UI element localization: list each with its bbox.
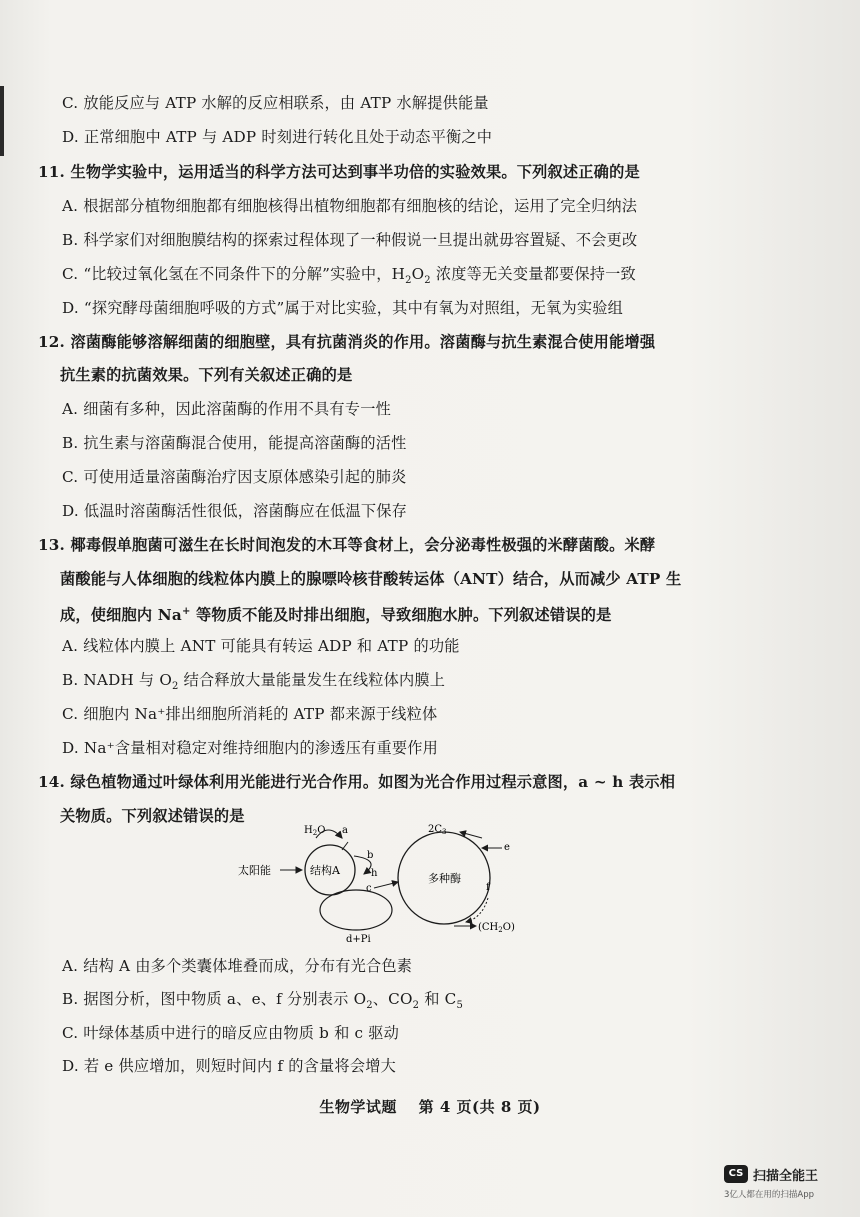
photosynthesis-diagram xyxy=(232,818,532,943)
label-2c3: $2C_3$ xyxy=(428,824,447,836)
q12-option-b: B. 抗生素与溶菌酶混合使用，能提高溶菌酶的活性 xyxy=(62,434,407,452)
q11-stem: 11. 生物学实验中，运用适当的科学方法可达到事半功倍的实验效果。下列叙述正确的是 xyxy=(38,163,640,181)
label-ch2o: $(CH_2O)$ xyxy=(478,922,515,934)
enzymes-label: 多种酶 xyxy=(428,872,461,885)
q13-option-d: D. Na⁺含量相对稳定对维持细胞内的渗透压有重要作用 xyxy=(62,739,438,757)
q11-option-c: C. “比较过氧化氢在不同条件下的分解”实验中，$H_2O_2$ 浓度等无关变量都要保持一致 xyxy=(62,265,636,287)
q13-stem-cont2: 成，使细胞内 Na+ 等物质不能及时排出细胞，导致细胞水肿。下列叙述错误的是 xyxy=(60,606,612,625)
footer-page-number: 第 4 页(共 8 页) xyxy=(418,1098,541,1116)
q14-stem: 14. 绿色植物通过叶绿体利用光能进行光合作用。如图为光合作用过程示意图，a ~ h 表示相 xyxy=(38,773,676,791)
q14-stem-cont: 关物质。下列叙述错误的是 xyxy=(60,807,245,825)
q11-option-d: D. “探究酵母菌细胞呼吸的方式”属于对比实验，其中有氧为对照组，无氧为实验组 xyxy=(62,299,623,317)
q14-option-a: A. 结构 A 由多个类囊体堆叠而成，分布有光合色素 xyxy=(62,957,413,975)
structure-a-label: 结构A xyxy=(310,864,340,877)
adp-cycle-ellipse xyxy=(320,890,392,930)
arrow-c-to-enzymes xyxy=(374,882,398,888)
page-footer xyxy=(0,1096,860,1117)
arrow-a-to-struct xyxy=(342,842,348,850)
q13-option-a: A. 线粒体内膜上 ANT 可能具有转运 ADP 和 ATP 的功能 xyxy=(62,637,460,655)
q13-option-c: C. 细胞内 Na⁺排出细胞所消耗的 ATP 都来源于线粒体 xyxy=(62,705,438,723)
cs-logo-icon: CS xyxy=(724,1165,748,1183)
label-c: c xyxy=(366,883,372,894)
label-h: h xyxy=(371,868,378,879)
q10-option-d: D. 正常细胞中 ATP 与 ADP 时刻进行转化且处于动态平衡之中 xyxy=(62,128,493,146)
q12-stem: 12. 溶菌酶能够溶解细菌的细胞壁，具有抗菌消炎的作用。溶菌酶与抗生素混合使用能增强 xyxy=(38,333,656,351)
scanner-watermark xyxy=(724,1163,846,1203)
label-dpi: d+Pi xyxy=(346,934,371,943)
q11-option-b: B. 科学家们对细胞膜结构的探索过程体现了一种假说一旦提出就毋容置疑、不会更改 xyxy=(62,231,638,249)
scan-edge-mark xyxy=(0,86,4,156)
q14-option-b: B. 据图分析，图中物质 a、e、f 分别表示 $O_2$、$CO_2$ 和 $C_5$ xyxy=(62,990,464,1012)
q11-option-a: A. 根据部分植物细胞都有细胞核得出植物细胞都有细胞核的结论，运用了完全归纳法 xyxy=(62,197,638,215)
q12-option-a: A. 细菌有多种，因此溶菌酶的作用不具有专一性 xyxy=(62,400,391,418)
scanner-slogan: 3亿人都在用的扫描App xyxy=(724,1190,815,1200)
q13-stem-cont1: 菌酸能与人体细胞的线粒体内膜上的腺嘌呤核苷酸转运体（ANT）结合，从而减少 ATP 生 xyxy=(60,570,682,588)
arrow-to-2c3 xyxy=(460,832,482,838)
q12-option-d: D. 低温时溶菌酶活性很低，溶菌酶应在低温下保存 xyxy=(62,502,408,520)
q13-stem: 13. 椰毒假单胞菌可滋生在长时间泡发的木耳等食材上，会分泌毒性极强的米酵菌酸。米酵 xyxy=(38,536,656,554)
q14-option-d: D. 若 e 供应增加，则短时间内 f 的含量将会增大 xyxy=(62,1057,396,1075)
label-e: e xyxy=(504,842,510,853)
q12-stem-cont: 抗生素的抗菌效果。下列有关叙述正确的是 xyxy=(60,366,353,384)
label-b: b xyxy=(367,850,374,861)
footer-subject: 生物学试题 xyxy=(319,1098,397,1116)
q10-option-c: C. 放能反应与 ATP 水解的反应相联系，由 ATP 水解提供能量 xyxy=(62,94,489,112)
label-a: a xyxy=(342,825,348,836)
q12-option-c: C. 可使用适量溶菌酶治疗因支原体感染引起的肺炎 xyxy=(62,468,407,486)
label-sun: 太阳能 xyxy=(238,864,271,877)
q13-option-b: B. NADH 与 $O_2$ 结合释放大量能量发生在线粒体内膜上 xyxy=(62,671,446,693)
label-f: f xyxy=(486,882,490,893)
scanner-app-name: 扫描全能王 xyxy=(753,1169,819,1184)
q14-option-c: C. 叶绿体基质中进行的暗反应由物质 b 和 c 驱动 xyxy=(62,1024,400,1042)
label-h2o: $H_2O$ xyxy=(304,825,326,837)
